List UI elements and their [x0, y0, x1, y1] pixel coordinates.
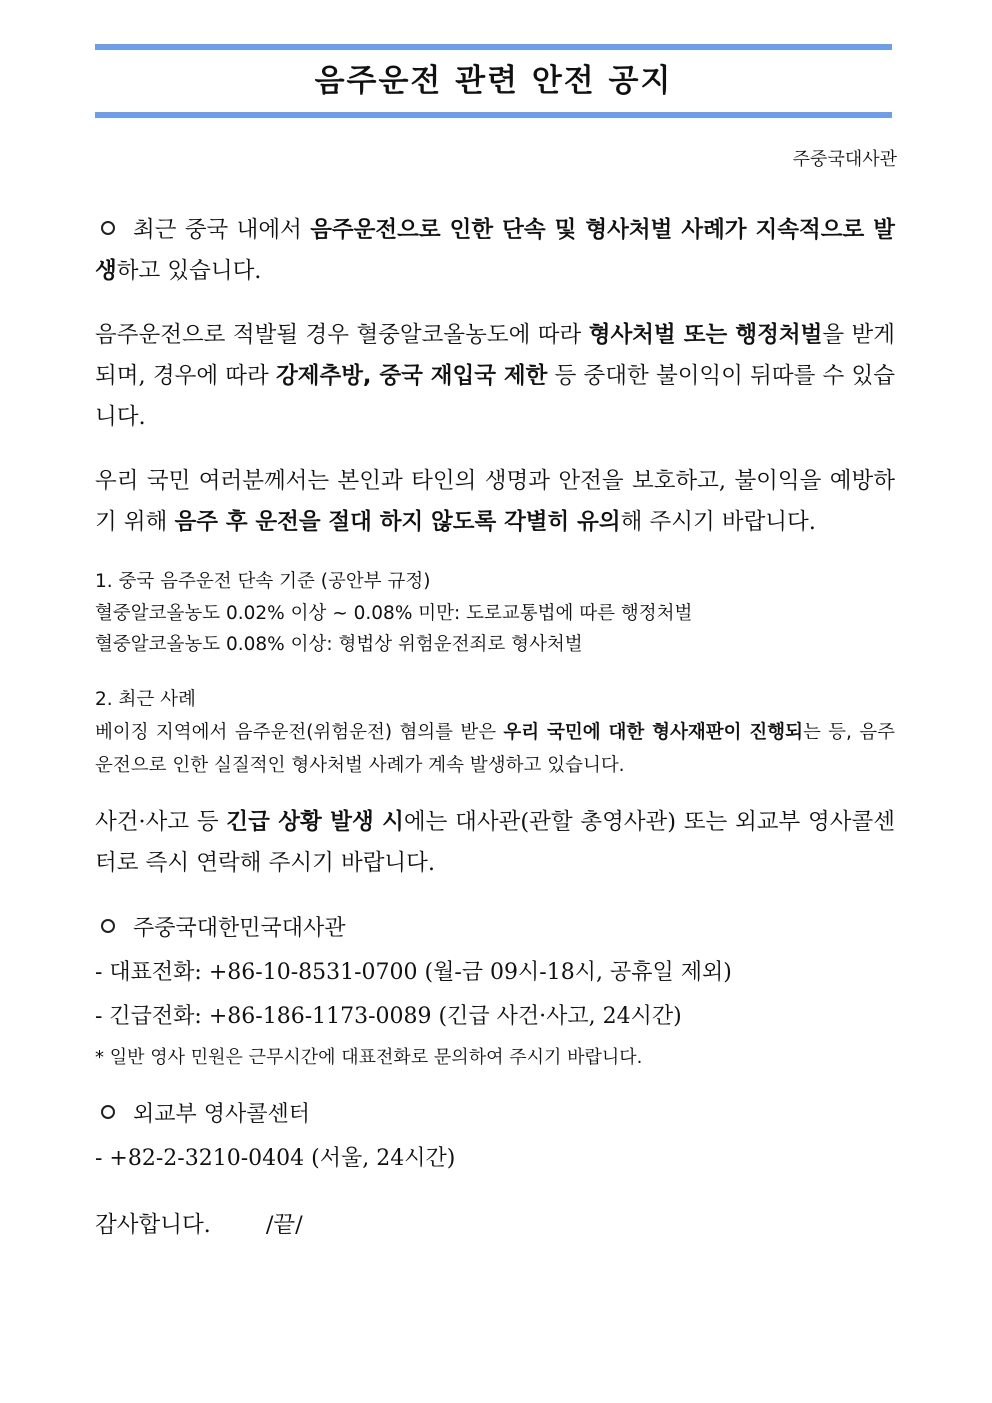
title-bottom-rule — [95, 112, 892, 118]
issuer-label: 주중국대사관 — [792, 149, 897, 170]
text: 우리 국민 여러분께서는 본인과 타인의 생명과 안전을 보호하고, 불이익을 예방하기 위해 — [95, 468, 895, 535]
paragraph-emergency — [95, 802, 895, 884]
contact-heading — [95, 1093, 895, 1137]
call-center-contact — [95, 1093, 895, 1181]
text: 사건·사고 등 — [95, 809, 227, 835]
paragraph-advice — [95, 461, 895, 543]
circle-bullet-icon — [101, 1105, 115, 1119]
text: 베이징 지역에서 음주운전(위험운전) 혐의를 받은 — [95, 722, 504, 743]
embassy-contact — [95, 907, 895, 1077]
emergency-phone: - 긴급전화: +86-186-1173-0089 (긴급 사건·사고, 24시간) — [95, 1004, 682, 1029]
main-phone: - 대표전화: +86-10-8531-0700 (월-금 09시-18시, 공휴일 제외) — [95, 960, 732, 985]
circle-bullet-icon — [101, 919, 115, 933]
title-top-rule — [95, 44, 892, 50]
end-mark: /끝/ — [265, 1212, 303, 1238]
criteria-line: 혈중알코올농도 0.08% 이상: 형법상 위험운전죄로 형사처벌 — [95, 634, 583, 655]
emphasis: 형사처벌 또는 행정처벌 — [588, 322, 823, 348]
text: 에는 대사관(관할 총영사관) 또는 외교부 영사콜센터로 즉시 연락해 주시기 바랍니다. — [95, 809, 895, 876]
text: 등 중대한 불이익이 뒤따를 수 있습니다. — [95, 363, 895, 430]
thanks-text: 감사합니다. — [95, 1212, 211, 1238]
contact-heading — [95, 907, 895, 951]
case-description — [95, 716, 895, 782]
emphasis: 우리 국민에 대한 형사재판이 진행되 — [503, 722, 803, 743]
call-center-phone: - +82-2-3210-0404 (서울, 24시간) — [95, 1146, 456, 1171]
section-title: 2. 최근 사례 — [95, 689, 196, 710]
text: 을 받게 되며, 경우에 따라 — [95, 322, 895, 389]
text: 는 등, 음주운전으로 인한 실질적인 형사처벌 사례가 계속 발생하고 있습니다. — [95, 722, 895, 776]
paragraph-penalties — [95, 315, 895, 438]
text: 최근 중국 내에서 — [133, 217, 311, 243]
contact-note: * 일반 영사 민원은 근무시간에 대표전화로 문의하여 주시기 바랍니다. — [95, 1047, 643, 1068]
notice-body — [95, 210, 895, 1247]
paragraph-recent-cases — [95, 210, 895, 292]
emphasis: 음주운전으로 인한 단속 및 형사처벌 사례가 지속적으로 발생 — [95, 217, 895, 284]
circle-bullet-icon — [101, 221, 115, 235]
emphasis: 긴급 상황 발생 시 — [226, 809, 404, 835]
embassy-name: 주중국대한민국대사관 — [133, 916, 346, 941]
section-enforcement-criteria — [95, 566, 895, 660]
text: 음주운전으로 적발될 경우 혈중알코올농도에 따라 — [95, 322, 589, 348]
text: 해 주시기 바랍니다. — [620, 509, 816, 535]
closing — [95, 1203, 895, 1247]
section-recent-cases — [95, 684, 895, 782]
criteria-line: 혈중알코올농도 0.02% 이상 ~ 0.08% 미만: 도로교통법에 따른 행정처벌 — [95, 603, 693, 624]
emphasis: 음주 후 운전을 절대 하지 않도록 각별히 유의 — [174, 509, 621, 535]
section-title: 1. 중국 음주운전 단속 기준 (공안부 규정) — [95, 571, 431, 592]
text: 하고 있습니다. — [116, 258, 262, 284]
page-title: 음주운전 관련 안전 공지 — [314, 63, 673, 99]
call-center-name: 외교부 영사콜센터 — [133, 1102, 311, 1127]
emphasis: 강제추방, 중국 재입국 제한 — [275, 363, 548, 389]
